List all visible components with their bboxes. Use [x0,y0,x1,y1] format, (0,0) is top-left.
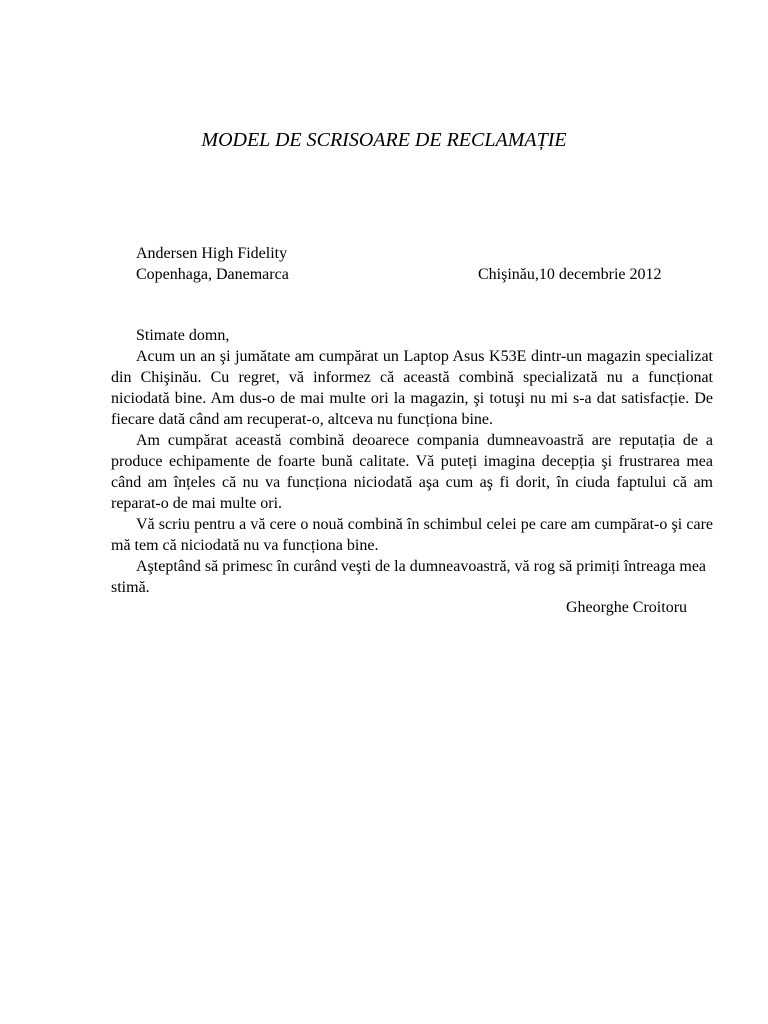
body-paragraph-2: Am cumpărat această combină deoarece compania dumneavoastră are reputația de a produce echipamente de foarte bună calitate. Vă puteți imagina decepția şi frustrarea mea când am înțeles că nu va funcționa niciodată aşa cum aş fi dorit, în ciuda faptului că am reparat-o de mai multe ori. [111,432,713,512]
body-paragraph-1: Acum un an şi jumătate am cumpărat un Laptop Asus K53E dintr-un magazin specializat din Chişinău. Cu regret, vă informez că această combină specializată nu a funcționat niciodată bine. Am dus-o de mai multe ori la magazin, şi totuşi nu mi s-a dat satisfacție. De fiecare dată când am recuperat-o, altceva nu funcționa bine. [111,348,713,428]
document-title: MODEL DE SCRISOARE DE RECLAMAȚIE [201,129,567,151]
salutation: Stimate domn, [136,327,230,344]
letter-body [111,346,713,598]
body-paragraph-3: Vă scriu pentru a vă cere o nouă combină în schimbul celei pe care am cumpărat-o şi care mă tem că niciodată nu va funcționa bine. [111,516,713,554]
recipient-location: Copenhaga, Danemarca [136,266,289,283]
body-paragraph-4: Aşteptând să primesc în curând veşti de la dumneavoastră, vă rog să primiți întreaga mea stimă. [111,558,707,596]
signature: Gheorghe Croitoru [566,599,688,616]
recipient-name: Andersen High Fidelity [136,245,288,262]
place-date: Chişinău,10 decembrie 2012 [478,266,662,283]
